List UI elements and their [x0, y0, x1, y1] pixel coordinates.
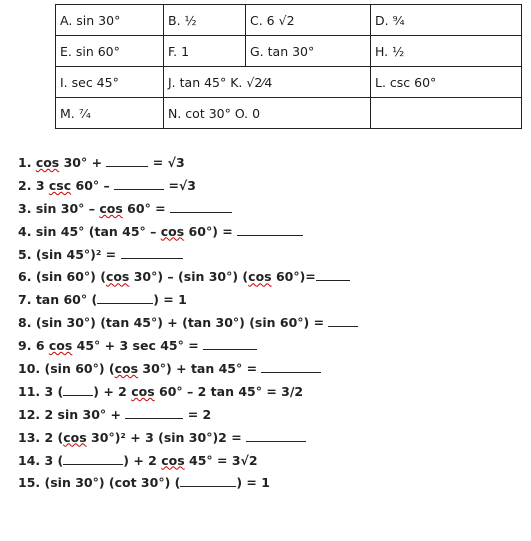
problem-item [18, 427, 518, 450]
answer-blank[interactable] [125, 406, 183, 419]
problem-number: 9. [18, 338, 36, 354]
problem-text: (sin 60°) ( [44, 361, 115, 377]
problem-text: cos [105, 269, 130, 285]
problem-number: 14. [18, 452, 45, 468]
choice-cell: J. tan 45° K. √2⁄4 [164, 67, 371, 98]
answer-blank[interactable] [180, 474, 236, 487]
problem-number: 13. [18, 429, 45, 445]
problem-text: cos [248, 269, 272, 285]
problem-number: 10. [18, 361, 45, 377]
choice-cell: I. sec 45° [56, 67, 164, 98]
problem-item [18, 244, 518, 267]
problem-item [18, 335, 518, 358]
problem-text: 30° + [59, 155, 107, 170]
answer-blank[interactable] [328, 314, 358, 327]
problem-text: csc [48, 177, 72, 193]
problem-number: 2. [18, 177, 36, 193]
problem-item [18, 266, 518, 289]
problem-text: = √3 [148, 155, 185, 170]
problem-text: 60° = [122, 200, 171, 216]
problem-text: = 2 [183, 406, 212, 422]
problem-number: 5. [18, 246, 36, 262]
problem-text: cos [35, 155, 60, 170]
problem-text: 60°)= [271, 269, 316, 285]
problem-text: sin 45° (tan 45° – [35, 223, 161, 239]
choices-row [56, 67, 522, 98]
problem-number: 6. [18, 269, 36, 285]
problem-item [18, 404, 518, 427]
choice-cell: H. ½ [371, 36, 522, 67]
problem-text: 3 [35, 177, 49, 193]
problem-item [18, 175, 518, 198]
problem-text: ) = 1 [236, 475, 270, 491]
problem-text: (sin 45°)² = [35, 246, 121, 262]
problem-text: 2 sin 30° + [44, 406, 126, 422]
problem-number: 7. [18, 292, 36, 308]
problem-item [18, 312, 518, 335]
problem-text: =√3 [164, 177, 196, 193]
answer-blank[interactable] [63, 452, 123, 465]
problem-text: 45° + 3 sec 45° = [72, 338, 204, 354]
problem-number: 4. [18, 223, 36, 239]
problem-text: cos [99, 200, 123, 216]
choice-cell: G. tan 30° [246, 36, 371, 67]
problem-text: ) = 1 [153, 292, 187, 308]
problem-text: cos [131, 383, 155, 399]
choice-cell: D. ⁹⁄₄ [371, 5, 522, 36]
problem-text: 3 ( [44, 452, 64, 468]
problem-text: 30°) + tan 45° = [138, 361, 262, 377]
problem-text: (sin 60°) ( [35, 269, 106, 285]
answer-blank[interactable] [316, 268, 350, 281]
problem-text: 6 [35, 338, 49, 354]
problem-number: 1. [18, 155, 36, 170]
answer-blank[interactable] [246, 429, 306, 442]
answer-blank[interactable] [106, 154, 148, 167]
answer-blank[interactable] [170, 200, 232, 213]
problem-text: cos [160, 223, 185, 239]
problem-text: 60° – 2 tan 45° = 3/2 [154, 383, 304, 399]
answer-choices-table [55, 4, 522, 129]
choices-row [56, 5, 522, 36]
problem-text: 30°)² + 3 (sin 30°)2 = [86, 429, 247, 445]
problem-item [18, 381, 518, 404]
problem-item [18, 472, 518, 495]
problem-number: 3. [18, 200, 36, 216]
problem-item [18, 221, 518, 244]
problem-text: 45° = 3√2 [184, 452, 258, 468]
choice-cell: F. 1 [164, 36, 246, 67]
answer-blank[interactable] [121, 246, 183, 259]
problem-text: cos [63, 429, 87, 445]
problem-text: cos [161, 452, 185, 468]
problem-text: ) + 2 [93, 383, 132, 399]
choices-row [56, 98, 522, 129]
problem-item [18, 152, 518, 175]
choice-cell: L. csc 60° [371, 67, 522, 98]
problem-item [18, 358, 518, 381]
choice-cell [371, 98, 522, 129]
problem-text: ) + 2 [123, 452, 162, 468]
problem-text: tan 60° ( [35, 292, 98, 308]
problem-item [18, 289, 518, 312]
answer-blank[interactable] [114, 177, 164, 190]
answer-blank[interactable] [63, 383, 93, 396]
answer-blank[interactable] [237, 223, 303, 236]
problem-item [18, 450, 518, 473]
problem-text: (sin 30°) (tan 45°) + (tan 30°) (sin 60°) = [35, 315, 329, 331]
problem-item [18, 198, 518, 221]
problem-text: cos [114, 361, 139, 377]
choices-row [56, 36, 522, 67]
choice-cell: C. 6 √2 [246, 5, 371, 36]
problem-list [18, 152, 518, 495]
problem-number: 15. [18, 475, 45, 491]
problem-number: 8. [18, 315, 36, 331]
problem-number: 12. [18, 406, 45, 422]
choice-cell: A. sin 30° [56, 5, 164, 36]
problem-text: (sin 30°) (cot 30°) ( [44, 475, 181, 491]
problem-text: 60°) = [184, 223, 238, 239]
problem-text: sin 30° – [35, 200, 100, 216]
choice-cell: E. sin 60° [56, 36, 164, 67]
choice-cell: M. ⁷⁄₄ [56, 98, 164, 129]
problem-text: 3 ( [44, 383, 64, 399]
problem-text: cos [48, 338, 73, 354]
problem-text: 2 ( [44, 429, 64, 445]
problem-text: 30°) – (sin 30°) ( [129, 269, 249, 285]
answer-blank[interactable] [97, 291, 153, 304]
problem-number: 11. [18, 383, 45, 399]
answer-blank[interactable] [203, 337, 257, 350]
choice-cell: N. cot 30° O. 0 [164, 98, 371, 129]
choice-cell: B. ½ [164, 5, 246, 36]
answer-blank[interactable] [261, 360, 321, 373]
problem-text: 60° – [71, 177, 115, 193]
